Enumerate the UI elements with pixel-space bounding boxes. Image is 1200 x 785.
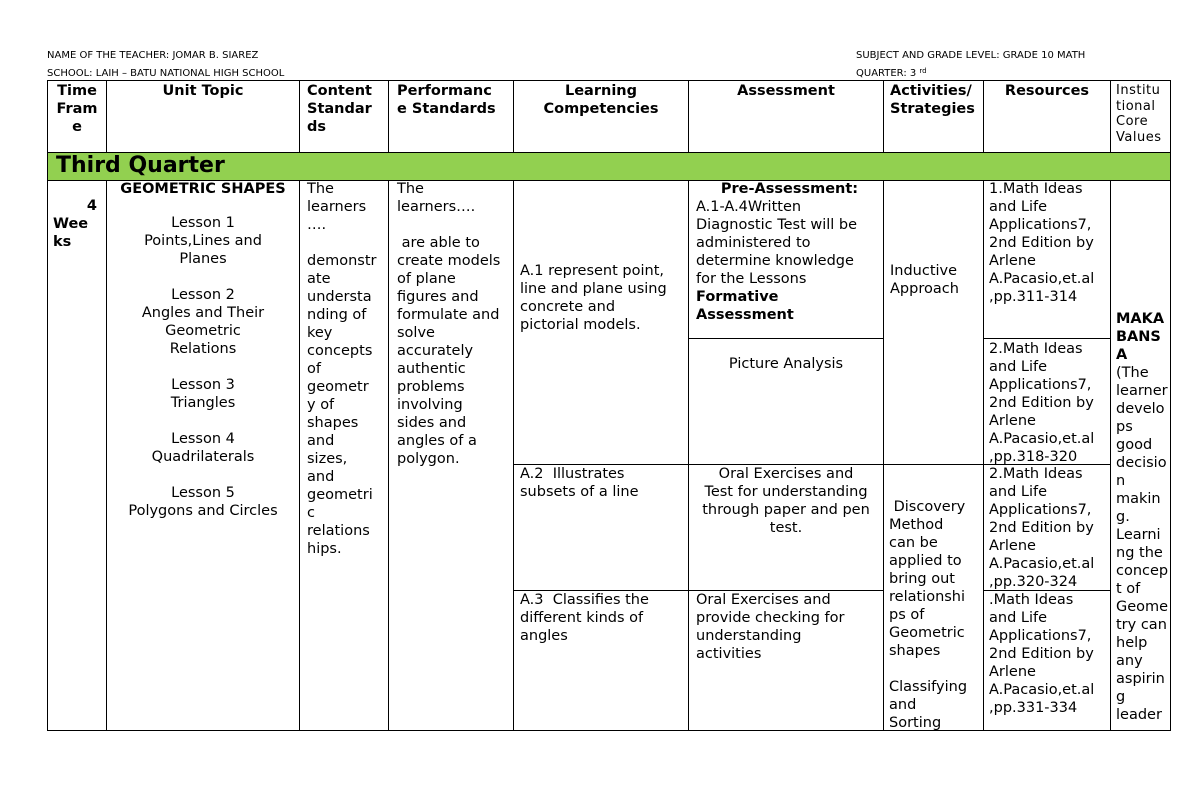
assessment-oral-checking: Oral Exercises and provide checking for understanding activities [696, 592, 845, 662]
col-core-values: Institu tional Core Values [1116, 83, 1162, 145]
pre-assessment-cell [696, 180, 883, 324]
col-performance-standards: Performanc e Standards [397, 83, 496, 117]
pre-assessment-body: A.1-A.4Written Diagnostic Test will be administered to determine knowledge for the Lessons [696, 199, 858, 287]
competency-a1: A.1 represent point, line and plane using concrete and pictorial models. [520, 263, 667, 333]
time-frame-number: 4 [86, 198, 97, 214]
unit-topic-cell [107, 180, 299, 520]
resource-3: 2.Math Ideas and Life Applications7, 2nd Edition by Arlene A.Pacasio,et.al ,pp.320-324 [989, 466, 1095, 590]
competency-a3: A.3 Classifies the different kinds of angles [520, 592, 649, 644]
assessment-picture-analysis: Picture Analysis [728, 356, 844, 372]
resource-4: .Math Ideas and Life Applications7, 2nd Edition by Arlene A.Pacasio,et.al ,pp.331-334 [989, 592, 1095, 716]
core-value-cell [1116, 310, 1170, 724]
col-activities: Activities/ Strategies [890, 83, 975, 117]
col-unit-topic: Unit Topic [162, 83, 244, 99]
activity-discovery: Discovery Method can be applied to bring out relationshi ps of Geometric shapes Classifying and Sorting [889, 499, 968, 730]
core-value-description: (The learner develo ps good decisio n makin g. Learni ng the concep t of Geome try can help any aspirin g leader [1116, 365, 1169, 723]
quarter-ordinal: rd [919, 67, 927, 75]
col-time-frame: Time Fram e [56, 83, 98, 135]
activity-inductive: Inductive Approach [890, 263, 959, 297]
col-resources: Resources [1004, 83, 1090, 99]
col-learning-competencies: Learning Competencies [543, 83, 659, 117]
col-assessment: Assessment [737, 83, 835, 99]
resource-2: 2.Math Ideas and Life Applications7, 2nd Edition by Arlene A.Pacasio,et.al ,pp.318-320 [989, 341, 1095, 465]
school-name: SCHOOL: LAIH – BATU NATIONAL HIGH SCHOOL [47, 68, 285, 79]
resource-1: 1.Math Ideas and Life Applications7, 2nd Edition by Arlene A.Pacasio,et.al ,pp.311-314 [989, 181, 1095, 305]
formative-assessment-label: Formative Assessment [696, 289, 794, 323]
performance-standard-text: The learners…. are able to create models of plane figures and formulate and solve accurately authentic problems involving sides and angles of a polygon. [397, 181, 501, 467]
time-frame-unit: Wee ks [53, 216, 89, 250]
core-value-title: MAKA BANS A [1116, 311, 1165, 363]
quarter-label: QUARTER: 3 [856, 68, 917, 79]
quarter-band-title: Third Quarter [56, 153, 225, 178]
quarter [856, 68, 927, 80]
pre-assessment-title: Pre-Assessment: [720, 181, 859, 197]
col-content-standards: Content Standar ds [307, 83, 372, 135]
assessment-oral-test: Oral Exercises and Test for understanding through paper and pen test. [702, 466, 870, 536]
lesson-list: Lesson 1 Points,Lines and Planes Lesson 2 Angles and Their Geometric Relations Lesson 3 Triangles Lesson 4 Quadrilaterals Lesson 5 Polygons and Circles [128, 215, 278, 519]
content-standard-text: The learners …. demonstr ate understa nding of key concepts of geometr y of shapes and sizes, and geometri c relations hips. [307, 181, 377, 557]
subject-grade: SUBJECT AND GRADE LEVEL: GRADE 10 MATH [856, 50, 1086, 61]
time-frame-cell [53, 197, 103, 251]
competency-a2: A.2 Illustrates subsets of a line [520, 466, 639, 500]
unit-title: GEOMETRIC SHAPES [120, 181, 286, 197]
teacher-name: NAME OF THE TEACHER: JOMAR B. SIAREZ [47, 50, 259, 61]
